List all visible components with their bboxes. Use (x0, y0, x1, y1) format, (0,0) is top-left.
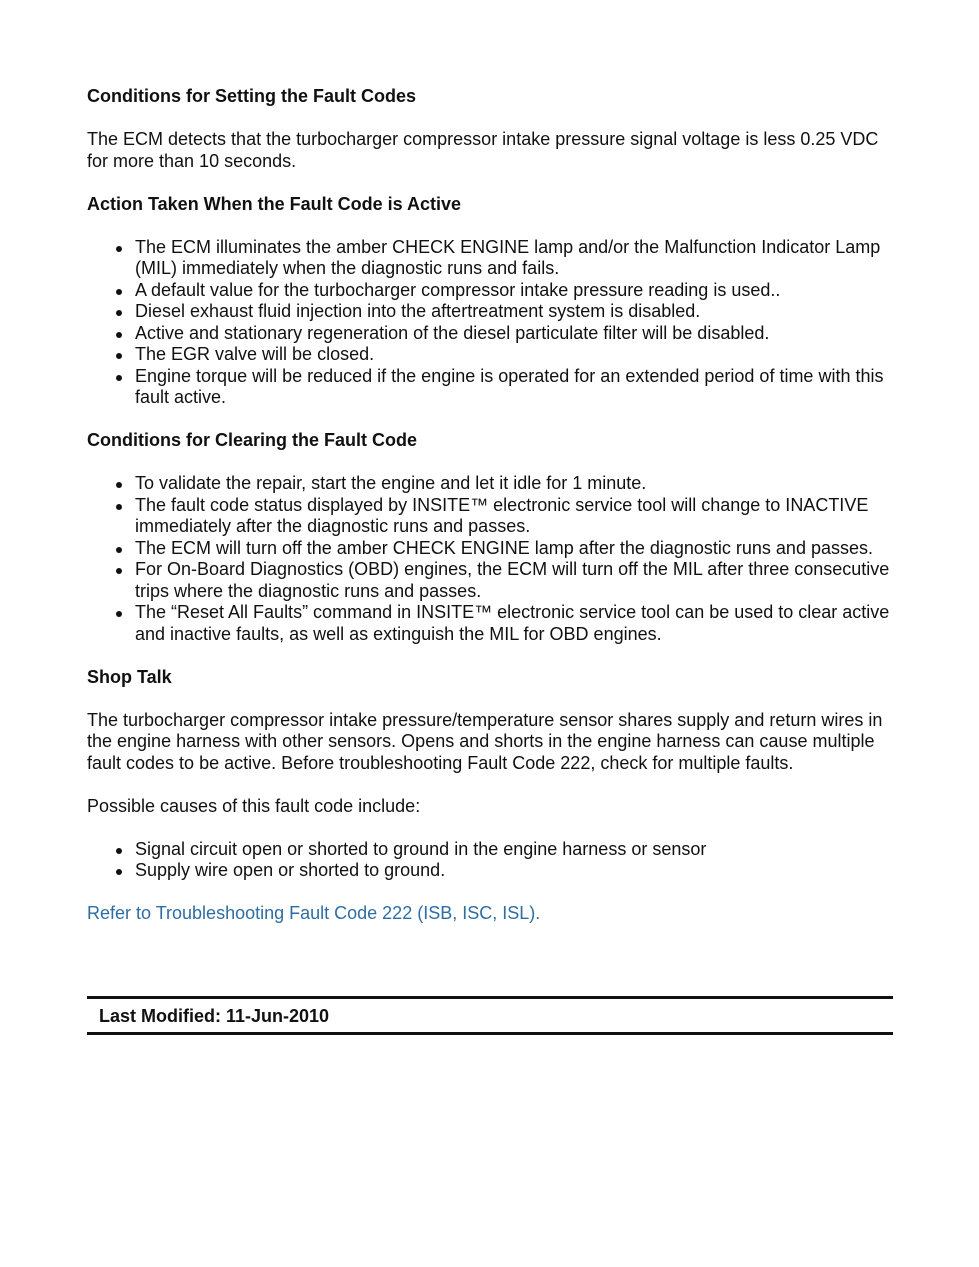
setting-heading: Conditions for Setting the Fault Codes (87, 86, 416, 106)
bullet-icon (116, 482, 122, 488)
clearing-list (87, 473, 893, 645)
bullet-icon (116, 848, 122, 854)
action-heading: Action Taken When the Fault Code is Active (87, 193, 462, 214)
list-item (135, 323, 893, 345)
list-item-text: Engine torque will be reduced if the engine is operated for an extended period of time with this fault active. (135, 365, 884, 407)
troubleshooting-link[interactable]: Refer to Troubleshooting Fault Code 222 (ISB, ISC, ISL). (87, 903, 541, 923)
list-item (135, 237, 893, 280)
bullet-icon (116, 310, 122, 316)
bullet-icon (116, 353, 122, 359)
causes-intro: Possible causes of this fault code include: (87, 795, 421, 816)
list-item-text: The “Reset All Faults” command in INSITE™ electronic service tool can be used to clear active and inactive faults, as well as extinguish the MIL for OBD engines. (135, 602, 890, 644)
bullet-icon (116, 504, 122, 510)
list-item (135, 602, 893, 645)
last-modified-label: Last Modified: 11-Jun-2010 (99, 1006, 330, 1026)
setting-text: The ECM detects that the turbocharger compressor intake pressure signal voltage is less 0.25 VDC for more than 10 seconds. (87, 129, 879, 171)
list-item-text: A default value for the turbocharger compressor intake pressure reading is used.. (135, 279, 781, 300)
bullet-icon (116, 332, 122, 338)
bullet-icon (116, 611, 122, 617)
bullet-icon (116, 289, 122, 295)
list-item (135, 538, 893, 560)
bullet-icon (116, 246, 122, 252)
list-item (135, 301, 893, 323)
list-item-text: The EGR valve will be closed. (135, 344, 375, 364)
list-item-text: The fault code status displayed by INSITE™ electronic service tool will change to INACTIVE immediately after the diagnostic runs and passes. (135, 494, 869, 536)
list-item-text: Signal circuit open or shorted to ground in the engine harness or sensor (135, 838, 707, 859)
list-item-text: Supply wire open or shorted to ground. (135, 860, 446, 880)
list-item-text: The ECM illuminates the amber CHECK ENGINE lamp and/or the Malfunction Indicator Lamp (MIL) immediately when the diagnostic runs and fails. (135, 236, 881, 278)
footer-bar (87, 996, 893, 1035)
list-item (135, 344, 893, 366)
list-item (135, 495, 893, 538)
bullet-icon (116, 869, 122, 875)
bullet-icon (116, 547, 122, 553)
list-item (135, 559, 893, 602)
document-content (87, 86, 893, 946)
list-item-text: For On-Board Diagnostics (OBD) engines, the ECM will turn off the MIL after three consecutive trips where the diagnostic runs and passes. (135, 559, 890, 601)
list-item-text: Active and stationary regeneration of the diesel particulate filter will be disabled. (135, 322, 770, 343)
list-item (135, 366, 893, 409)
causes-list (87, 839, 893, 882)
list-item-text: Diesel exhaust fluid injection into the aftertreatment system is disabled. (135, 301, 701, 321)
shoptalk-heading: Shop Talk (87, 666, 172, 687)
list-item (135, 839, 893, 861)
shoptalk-text: The turbocharger compressor intake pressure/temperature sensor shares supply and return wires in the engine harness with other sensors. Opens and shorts in the engine harness can cause multiple fault codes to be active. Before troubleshooting Fault Code 222, check for multiple faults. (87, 709, 883, 773)
list-item-text: The ECM will turn off the amber CHECK ENGINE lamp after the diagnostic runs and passes. (135, 537, 873, 558)
bullet-icon (116, 375, 122, 381)
bullet-icon (116, 568, 122, 574)
list-item (135, 860, 893, 882)
clearing-heading: Conditions for Clearing the Fault Code (87, 430, 417, 450)
list-item (135, 280, 893, 302)
list-item-text: To validate the repair, start the engine and let it idle for 1 minute. (135, 473, 647, 493)
action-list (87, 237, 893, 409)
list-item (135, 473, 893, 495)
